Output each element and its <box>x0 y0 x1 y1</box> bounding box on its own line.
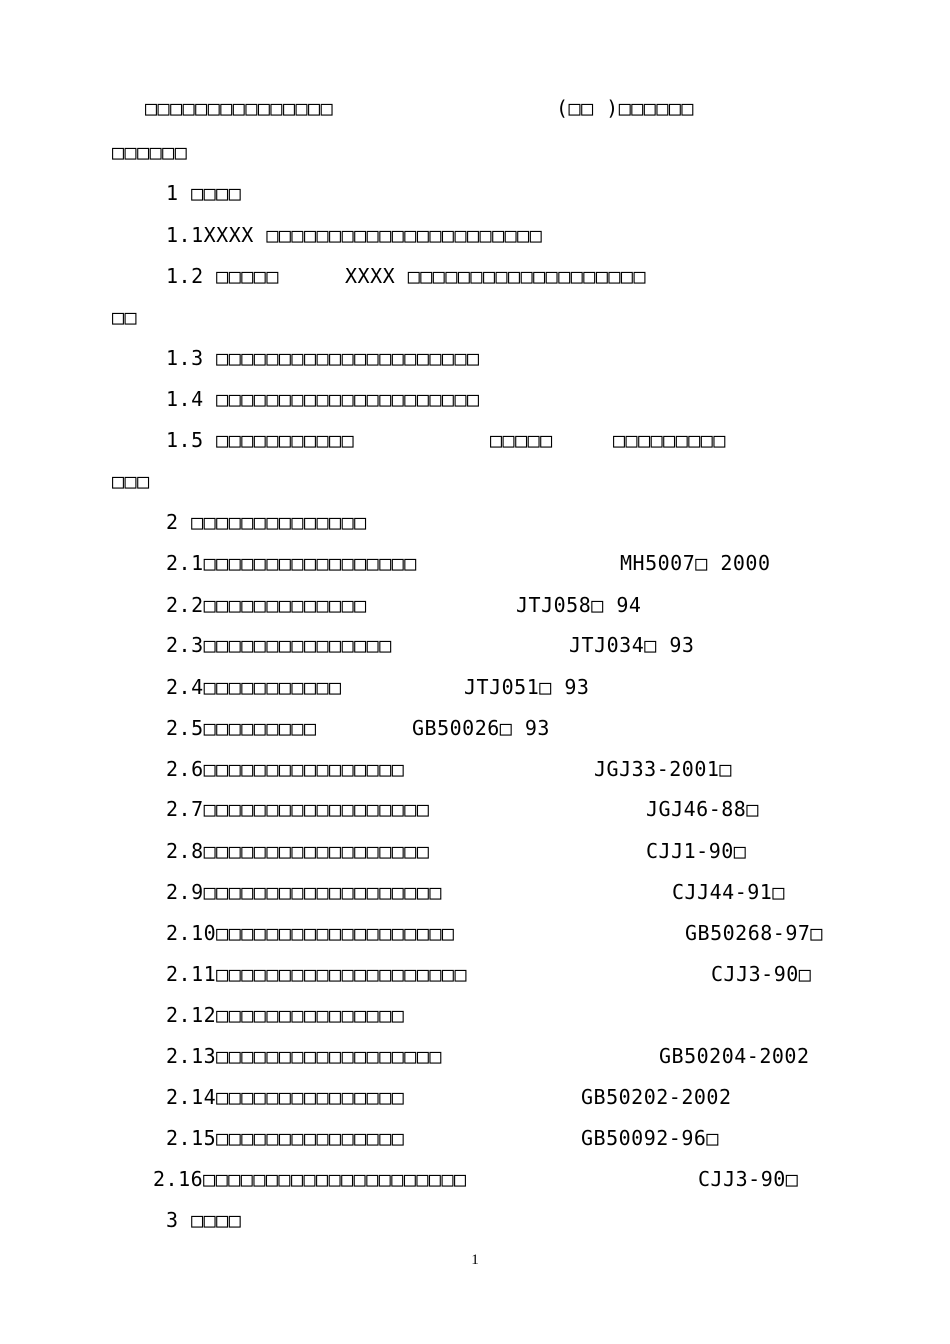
title-left: □□□□□□□□□□□□□□□ <box>145 96 334 120</box>
item-1-5-b: □□□□□ <box>490 428 553 452</box>
item-2-10: 2.10□□□□□□□□□□□□□□□□□□□ <box>166 921 455 945</box>
code-2-11: CJJ3-90□ <box>711 962 812 986</box>
code-2-7: JGJ46-88□ <box>646 797 759 821</box>
item-2-11: 2.11□□□□□□□□□□□□□□□□□□□□ <box>166 962 467 986</box>
code-2-13: GB50204-2002 <box>659 1044 810 1068</box>
code-2-4: JTJ051□ 93 <box>464 675 590 699</box>
heading-2: 2 □□□□□□□□□□□□□□ <box>166 510 367 534</box>
title-right: (□□ )□□□□□□ <box>556 96 694 120</box>
item-1-5: 1.5 □□□□□□□□□□□ <box>166 428 355 452</box>
line-10: □□□ <box>112 469 150 493</box>
item-2-3: 2.3□□□□□□□□□□□□□□□ <box>166 633 392 657</box>
item-2-8: 2.8□□□□□□□□□□□□□□□□□□ <box>166 839 430 863</box>
heading-3: 3 □□□□ <box>166 1208 242 1232</box>
code-2-1: MH5007□ 2000 <box>620 551 771 575</box>
item-2-1: 2.1□□□□□□□□□□□□□□□□□ <box>166 551 417 575</box>
item-2-5: 2.5□□□□□□□□□ <box>166 716 317 740</box>
code-2-16: CJJ3-90□ <box>698 1167 799 1191</box>
item-2-15: 2.15□□□□□□□□□□□□□□□ <box>166 1126 405 1150</box>
code-2-8: CJJ1-90□ <box>646 839 747 863</box>
item-2-2: 2.2□□□□□□□□□□□□□ <box>166 593 367 617</box>
item-2-14: 2.14□□□□□□□□□□□□□□□ <box>166 1085 405 1109</box>
item-1-5-c: □□□□□□□□□ <box>613 428 726 452</box>
item-2-4: 2.4□□□□□□□□□□□ <box>166 675 342 699</box>
item-1-4: 1.4 □□□□□□□□□□□□□□□□□□□□□ <box>166 387 480 411</box>
item-2-9: 2.9□□□□□□□□□□□□□□□□□□□ <box>166 880 442 904</box>
item-2-13: 2.13□□□□□□□□□□□□□□□□□□ <box>166 1044 442 1068</box>
code-2-9: CJJ44-91□ <box>672 880 785 904</box>
item-2-16: 2.16□□□□□□□□□□□□□□□□□□□□□ <box>153 1167 467 1191</box>
page-number: 1 <box>471 1252 479 1268</box>
code-2-5: GB50026□ 93 <box>412 716 550 740</box>
item-2-12: 2.12□□□□□□□□□□□□□□□ <box>166 1003 405 1027</box>
line-2: □□□□□□ <box>112 140 188 164</box>
item-1-2: 1.2 □□□□□ <box>166 264 279 288</box>
code-2-15: GB50092-96□ <box>581 1126 719 1150</box>
code-2-14: GB50202-2002 <box>581 1085 732 1109</box>
code-2-2: JTJ058□ 94 <box>516 593 642 617</box>
item-1-1: 1.1XXXX □□□□□□□□□□□□□□□□□□□□□□ <box>166 223 543 247</box>
code-2-6: JGJ33-2001□ <box>594 757 732 781</box>
code-2-10: GB50268-97□ <box>685 921 823 945</box>
item-1-2-b: XXXX □□□□□□□□□□□□□□□□□□□ <box>345 264 646 288</box>
item-2-7: 2.7□□□□□□□□□□□□□□□□□□ <box>166 797 430 821</box>
item-2-6: 2.6□□□□□□□□□□□□□□□□ <box>166 757 405 781</box>
code-2-3: JTJ034□ 93 <box>569 633 695 657</box>
item-1-3: 1.3 □□□□□□□□□□□□□□□□□□□□□ <box>166 346 480 370</box>
line-6: □□ <box>112 305 138 329</box>
heading-1: 1 □□□□ <box>166 181 242 205</box>
